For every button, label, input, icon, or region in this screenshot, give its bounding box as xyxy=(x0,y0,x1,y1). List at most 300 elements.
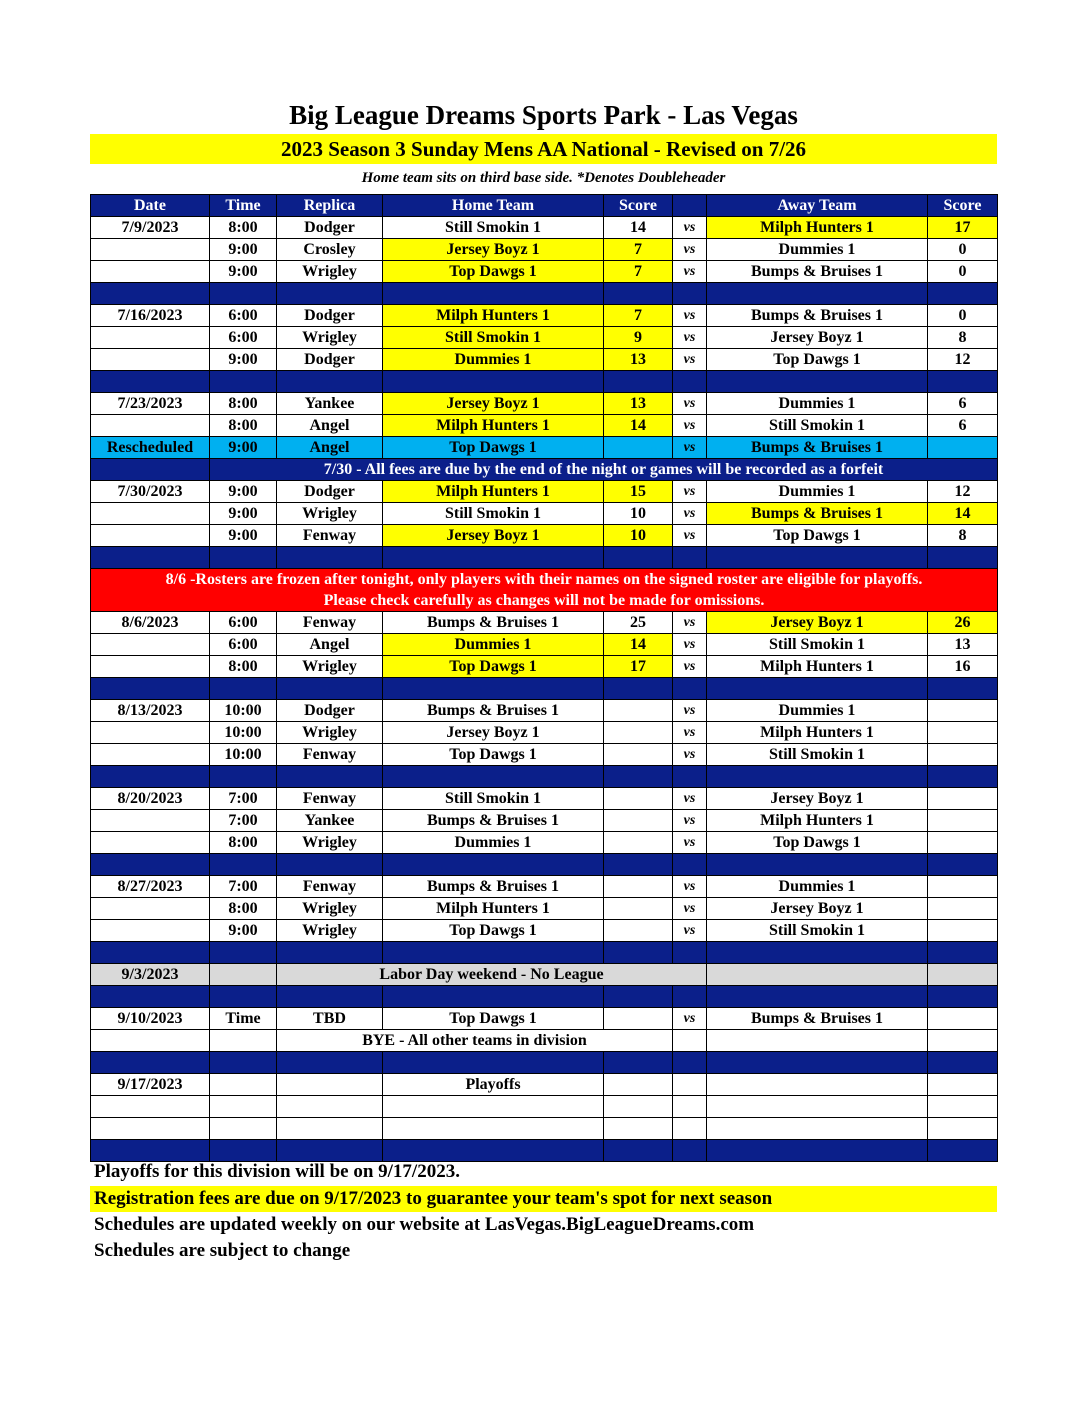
home-team: Bumps & Bruises 1 xyxy=(383,810,604,832)
game-date xyxy=(91,810,210,832)
separator-cell xyxy=(91,547,210,569)
game-row xyxy=(91,261,998,283)
game-row xyxy=(91,920,998,942)
home-score xyxy=(604,437,673,459)
separator-row xyxy=(91,547,998,569)
home-score: 7 xyxy=(604,239,673,261)
separator-cell xyxy=(91,766,210,788)
home-team: Bumps & Bruises 1 xyxy=(383,876,604,898)
empty-cell xyxy=(91,1030,210,1052)
game-row xyxy=(91,217,998,239)
game-replica: Wrigley xyxy=(277,722,383,744)
separator-cell xyxy=(707,942,928,964)
game-replica: Wrigley xyxy=(277,503,383,525)
game-time: 8:00 xyxy=(210,656,277,678)
home-score xyxy=(604,700,673,722)
away-team: Still Smokin 1 xyxy=(707,744,928,766)
away-score xyxy=(928,1008,998,1030)
game-replica: Yankee xyxy=(277,393,383,415)
separator-cell xyxy=(673,547,707,569)
home-team: Dummies 1 xyxy=(383,349,604,371)
vs-label: vs xyxy=(673,503,707,525)
game-replica: Wrigley xyxy=(277,832,383,854)
game-row xyxy=(91,898,998,920)
home-score: 13 xyxy=(604,393,673,415)
game-time: 8:00 xyxy=(210,832,277,854)
vs-label: vs xyxy=(673,656,707,678)
empty-cell xyxy=(707,964,928,986)
away-score xyxy=(928,700,998,722)
game-date: 7/16/2023 xyxy=(91,305,210,327)
game-date: 8/13/2023 xyxy=(91,700,210,722)
home-team: Top Dawgs 1 xyxy=(383,744,604,766)
separator-row xyxy=(91,854,998,876)
roster-notice-row xyxy=(91,569,998,612)
game-date xyxy=(91,722,210,744)
away-team: Top Dawgs 1 xyxy=(707,525,928,547)
game-time: 9:00 xyxy=(210,481,277,503)
away-score: 8 xyxy=(928,525,998,547)
separator-cell xyxy=(673,1052,707,1074)
game-replica: Dodger xyxy=(277,700,383,722)
roster-notice-line: Please check carefully as changes will not be made for omissions. xyxy=(323,592,765,609)
home-team-note: Home team sits on third base side. *Denotes Doubleheader xyxy=(361,170,726,186)
empty-row xyxy=(91,1096,998,1118)
game-row xyxy=(91,612,998,634)
home-score: 10 xyxy=(604,503,673,525)
empty-cell xyxy=(277,1096,383,1118)
home-team: Jersey Boyz 1 xyxy=(383,239,604,261)
away-score: 12 xyxy=(928,481,998,503)
separator-cell xyxy=(210,1052,277,1074)
away-team: Still Smokin 1 xyxy=(707,634,928,656)
game-row xyxy=(91,305,998,327)
game-date xyxy=(91,415,210,437)
empty-cell xyxy=(383,1118,604,1140)
away-score: 17 xyxy=(928,217,998,239)
footer-registration-note xyxy=(90,1186,997,1212)
separator-cell xyxy=(383,942,604,964)
empty-cell xyxy=(210,1030,277,1052)
vs-label: vs xyxy=(673,481,707,503)
game-date xyxy=(91,327,210,349)
game-time: 9:00 xyxy=(210,920,277,942)
away-score: 0 xyxy=(928,239,998,261)
home-team: Milph Hunters 1 xyxy=(383,415,604,437)
home-score xyxy=(604,920,673,942)
away-score: 0 xyxy=(928,305,998,327)
vs-label: vs xyxy=(673,920,707,942)
separator-cell xyxy=(928,986,998,1008)
fee-notice: 7/30 - All fees are due by the end of the night or games will be recorded as a forfeit xyxy=(210,459,998,481)
separator-cell xyxy=(210,678,277,700)
separator-cell xyxy=(383,371,604,393)
separator-cell xyxy=(604,854,673,876)
away-score xyxy=(928,920,998,942)
header-home-team: Home Team xyxy=(383,195,604,217)
game-replica: Wrigley xyxy=(277,898,383,920)
vs-label: vs xyxy=(673,898,707,920)
home-team: Top Dawgs 1 xyxy=(383,920,604,942)
footer-line: Playoffs for this division will be on 9/17/2023. xyxy=(94,1161,460,1182)
empty-cell xyxy=(928,1118,998,1140)
home-score: 7 xyxy=(604,305,673,327)
separator-cell xyxy=(604,547,673,569)
separator-cell xyxy=(673,942,707,964)
away-team: Still Smokin 1 xyxy=(707,415,928,437)
empty-cell xyxy=(210,1096,277,1118)
game-time: 6:00 xyxy=(210,305,277,327)
home-score xyxy=(604,898,673,920)
separator-row xyxy=(91,1140,998,1162)
separator-cell xyxy=(604,766,673,788)
separator-cell xyxy=(383,1052,604,1074)
separator-cell xyxy=(91,371,210,393)
home-score: 10 xyxy=(604,525,673,547)
home-team: Still Smokin 1 xyxy=(383,327,604,349)
playoffs-label: Playoffs xyxy=(383,1074,604,1096)
game-time: 6:00 xyxy=(210,612,277,634)
separator-cell xyxy=(277,986,383,1008)
away-team: Milph Hunters 1 xyxy=(707,217,928,239)
home-team: Still Smokin 1 xyxy=(383,217,604,239)
separator-cell xyxy=(604,1140,673,1162)
separator-cell xyxy=(277,1052,383,1074)
holiday-note: Labor Day weekend - No League xyxy=(277,964,707,986)
separator-cell xyxy=(707,547,928,569)
game-time: 7:00 xyxy=(210,788,277,810)
vs-label: vs xyxy=(673,349,707,371)
away-team: Dummies 1 xyxy=(707,393,928,415)
home-team: Jersey Boyz 1 xyxy=(383,525,604,547)
game-date xyxy=(91,349,210,371)
game-time: 10:00 xyxy=(210,744,277,766)
game-row xyxy=(91,810,998,832)
separator-cell xyxy=(673,766,707,788)
separator-cell xyxy=(91,942,210,964)
separator-cell xyxy=(277,283,383,305)
separator-cell xyxy=(928,678,998,700)
empty-cell xyxy=(928,1096,998,1118)
game-date: 7/23/2023 xyxy=(91,393,210,415)
separator-cell xyxy=(383,283,604,305)
home-team: Milph Hunters 1 xyxy=(383,898,604,920)
game-replica: Fenway xyxy=(277,525,383,547)
empty-cell xyxy=(673,1030,707,1052)
game-date: Rescheduled xyxy=(91,437,210,459)
game-row xyxy=(91,525,998,547)
away-team: Milph Hunters 1 xyxy=(707,722,928,744)
home-team: Still Smokin 1 xyxy=(383,788,604,810)
empty-cell xyxy=(707,1118,928,1140)
game-date xyxy=(91,261,210,283)
separator-cell xyxy=(383,547,604,569)
away-score xyxy=(928,898,998,920)
home-team: Bumps & Bruises 1 xyxy=(383,612,604,634)
separator-cell xyxy=(928,547,998,569)
game-row xyxy=(91,437,998,459)
game-replica: Wrigley xyxy=(277,920,383,942)
separator-row xyxy=(91,371,998,393)
away-score xyxy=(928,832,998,854)
separator-cell xyxy=(707,371,928,393)
home-team: Milph Hunters 1 xyxy=(383,481,604,503)
game-date xyxy=(91,525,210,547)
home-team: Milph Hunters 1 xyxy=(383,305,604,327)
home-team: Still Smokin 1 xyxy=(383,503,604,525)
game-date xyxy=(91,920,210,942)
vs-label: vs xyxy=(673,393,707,415)
home-score xyxy=(604,876,673,898)
home-team: Top Dawgs 1 xyxy=(383,656,604,678)
away-score xyxy=(928,876,998,898)
home-score: 13 xyxy=(604,349,673,371)
home-score: 7 xyxy=(604,261,673,283)
game-date: 9/3/2023 xyxy=(91,964,210,986)
separator-cell xyxy=(707,854,928,876)
game-replica: Wrigley xyxy=(277,327,383,349)
away-team: Dummies 1 xyxy=(707,481,928,503)
separator-cell xyxy=(673,986,707,1008)
empty-cell xyxy=(210,1074,277,1096)
schedule-table xyxy=(90,194,998,1162)
empty-row xyxy=(91,1118,998,1140)
game-row xyxy=(91,415,998,437)
game-row xyxy=(91,788,998,810)
separator-cell xyxy=(91,1140,210,1162)
empty-cell xyxy=(210,1118,277,1140)
separator-cell xyxy=(210,1140,277,1162)
fee-notice-row xyxy=(91,459,998,481)
empty-cell xyxy=(928,1030,998,1052)
game-row xyxy=(91,700,998,722)
game-time: 9:00 xyxy=(210,349,277,371)
empty-cell xyxy=(673,1074,707,1096)
empty-cell xyxy=(604,1118,673,1140)
away-team: Jersey Boyz 1 xyxy=(707,788,928,810)
separator-cell xyxy=(673,854,707,876)
game-replica: Fenway xyxy=(277,876,383,898)
game-time: 8:00 xyxy=(210,415,277,437)
away-team: Bumps & Bruises 1 xyxy=(707,503,928,525)
game-replica: Wrigley xyxy=(277,261,383,283)
game-date xyxy=(91,503,210,525)
game-replica: Fenway xyxy=(277,788,383,810)
separator-cell xyxy=(673,1140,707,1162)
game-replica: Yankee xyxy=(277,810,383,832)
away-score: 0 xyxy=(928,261,998,283)
away-score: 26 xyxy=(928,612,998,634)
home-score xyxy=(604,810,673,832)
home-team: Dummies 1 xyxy=(383,634,604,656)
vs-label: vs xyxy=(673,525,707,547)
separator-cell xyxy=(210,547,277,569)
header-vs xyxy=(673,195,707,217)
separator-cell xyxy=(91,986,210,1008)
game-date xyxy=(91,634,210,656)
game-replica: Fenway xyxy=(277,744,383,766)
empty-cell xyxy=(673,1096,707,1118)
game-replica: Dodger xyxy=(277,349,383,371)
separator-cell xyxy=(383,854,604,876)
game-time: 8:00 xyxy=(210,898,277,920)
game-date xyxy=(91,898,210,920)
separator-cell xyxy=(928,283,998,305)
away-score: 6 xyxy=(928,393,998,415)
holiday-row xyxy=(91,964,998,986)
separator-cell xyxy=(383,1140,604,1162)
away-team: Bumps & Bruises 1 xyxy=(707,437,928,459)
away-team: Jersey Boyz 1 xyxy=(707,898,928,920)
empty-cell xyxy=(383,1096,604,1118)
away-team: Dummies 1 xyxy=(707,700,928,722)
empty-cell xyxy=(604,1096,673,1118)
footer-website-note xyxy=(90,1214,997,1236)
game-replica: Angel xyxy=(277,634,383,656)
separator-cell xyxy=(277,942,383,964)
game-date: 7/30/2023 xyxy=(91,481,210,503)
away-team: Still Smokin 1 xyxy=(707,920,928,942)
empty-cell xyxy=(928,1074,998,1096)
game-date xyxy=(91,656,210,678)
separator-cell xyxy=(928,942,998,964)
game-time: 6:00 xyxy=(210,327,277,349)
away-team: Bumps & Bruises 1 xyxy=(707,261,928,283)
game-time: 9:00 xyxy=(210,261,277,283)
game-row xyxy=(91,656,998,678)
separator-cell xyxy=(928,1052,998,1074)
vs-label: vs xyxy=(673,1008,707,1030)
separator-cell xyxy=(277,1140,383,1162)
empty-cell xyxy=(91,1118,210,1140)
game-date xyxy=(91,832,210,854)
vs-label: vs xyxy=(673,305,707,327)
vs-label: vs xyxy=(673,744,707,766)
header-home-score: Score xyxy=(604,195,673,217)
bye-row xyxy=(91,1030,998,1052)
away-score: 8 xyxy=(928,327,998,349)
game-date xyxy=(91,744,210,766)
game-row xyxy=(91,1008,998,1030)
empty-cell xyxy=(673,1118,707,1140)
home-score: 14 xyxy=(604,415,673,437)
home-score xyxy=(604,1008,673,1030)
separator-cell xyxy=(210,854,277,876)
game-date: 8/20/2023 xyxy=(91,788,210,810)
game-replica: Dodger xyxy=(277,217,383,239)
game-replica: Fenway xyxy=(277,612,383,634)
empty-cell xyxy=(210,964,277,986)
away-score: 16 xyxy=(928,656,998,678)
vs-label: vs xyxy=(673,612,707,634)
separator-cell xyxy=(673,283,707,305)
game-replica: TBD xyxy=(277,1008,383,1030)
footer-change-note xyxy=(90,1240,997,1262)
vs-label: vs xyxy=(673,832,707,854)
game-row xyxy=(91,393,998,415)
table-header-row xyxy=(91,195,998,217)
empty-cell xyxy=(277,1074,383,1096)
separator-cell xyxy=(707,986,928,1008)
away-score: 13 xyxy=(928,634,998,656)
home-team: Top Dawgs 1 xyxy=(383,261,604,283)
game-row xyxy=(91,744,998,766)
game-time: 9:00 xyxy=(210,525,277,547)
separator-cell xyxy=(91,283,210,305)
vs-label: vs xyxy=(673,722,707,744)
home-score: 15 xyxy=(604,481,673,503)
home-team: Bumps & Bruises 1 xyxy=(383,700,604,722)
separator-cell xyxy=(277,678,383,700)
separator-cell xyxy=(673,371,707,393)
game-time: 7:00 xyxy=(210,876,277,898)
away-team: Jersey Boyz 1 xyxy=(707,327,928,349)
game-replica: Dodger xyxy=(277,481,383,503)
playoffs-row xyxy=(91,1074,998,1096)
game-row xyxy=(91,239,998,261)
away-score xyxy=(928,437,998,459)
game-replica: Wrigley xyxy=(277,656,383,678)
roster-notice xyxy=(91,569,998,612)
home-score xyxy=(604,722,673,744)
separator-cell xyxy=(928,854,998,876)
separator-cell xyxy=(277,766,383,788)
footer-playoffs-note xyxy=(90,1161,997,1183)
header-away-score: Score xyxy=(928,195,998,217)
home-team: Top Dawgs 1 xyxy=(383,1008,604,1030)
game-replica: Angel xyxy=(277,415,383,437)
home-score: 25 xyxy=(604,612,673,634)
separator-cell xyxy=(383,766,604,788)
separator-cell xyxy=(210,766,277,788)
separator-row xyxy=(91,766,998,788)
away-team: Dummies 1 xyxy=(707,876,928,898)
home-score xyxy=(604,832,673,854)
game-row xyxy=(91,481,998,503)
empty-cell xyxy=(91,1096,210,1118)
separator-cell xyxy=(91,854,210,876)
game-time: 6:00 xyxy=(210,634,277,656)
home-score xyxy=(604,744,673,766)
separator-row xyxy=(91,283,998,305)
home-score: 14 xyxy=(604,634,673,656)
home-score: 14 xyxy=(604,217,673,239)
away-score: 12 xyxy=(928,349,998,371)
vs-label: vs xyxy=(673,217,707,239)
away-score: 14 xyxy=(928,503,998,525)
game-row xyxy=(91,722,998,744)
game-row xyxy=(91,876,998,898)
empty-cell xyxy=(604,1074,673,1096)
away-score: 6 xyxy=(928,415,998,437)
away-team: Top Dawgs 1 xyxy=(707,832,928,854)
vs-label: vs xyxy=(673,415,707,437)
separator-cell xyxy=(707,1140,928,1162)
header-time: Time xyxy=(210,195,277,217)
footer-line: Schedules are subject to change xyxy=(94,1240,351,1261)
game-time: 7:00 xyxy=(210,810,277,832)
game-date xyxy=(91,239,210,261)
separator-cell xyxy=(604,1052,673,1074)
separator-cell xyxy=(707,1052,928,1074)
separator-cell xyxy=(707,766,928,788)
separator-cell xyxy=(928,371,998,393)
game-replica: Crosley xyxy=(277,239,383,261)
vs-label: vs xyxy=(673,437,707,459)
game-replica: Angel xyxy=(277,437,383,459)
header-replica: Replica xyxy=(277,195,383,217)
separator-cell xyxy=(707,678,928,700)
